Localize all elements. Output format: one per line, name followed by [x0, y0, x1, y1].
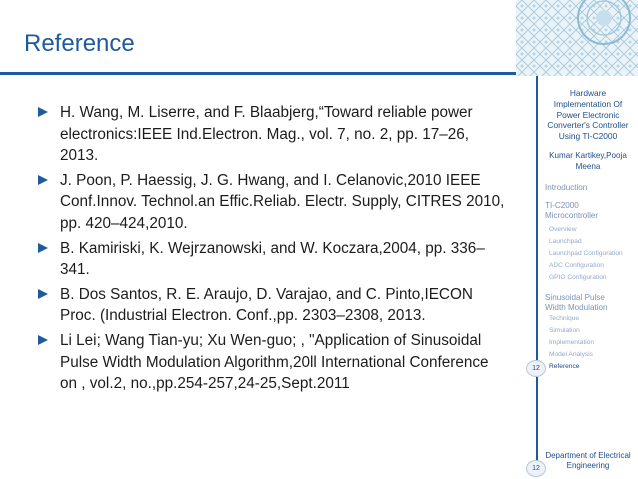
presentation-title-line: Converter's Controller	[547, 120, 629, 131]
nav-spwm-line: Sinusoidal Pulse	[545, 293, 605, 302]
triangle-bullet-icon	[38, 175, 48, 185]
reference-text: J. Poon, P. Haessig, J. G. Hwang, and I. Celanovic,2010 IEEE Conf.Innov. Technol.an Effic.Reliab. Electr. Supply, CITRES 2010, pp. 420–424,2010.	[60, 171, 505, 232]
nav-simulation[interactable]: Simulation	[549, 327, 580, 334]
reference-item	[36, 284, 506, 327]
reference-item	[36, 238, 506, 281]
author-line: Meena	[575, 161, 601, 171]
reference-text: H. Wang, M. Liserre, and F. Blaabjerg,“Toward reliable power electronics:IEEE Ind.Electron. Mag., vol. 7, no. 2, pp. 17–26, 2013.	[60, 104, 473, 165]
current-page-badge: 12	[526, 360, 546, 377]
reference-text: B. Dos Santos, R. E. Araujo, D. Varajao, and C. Pinto,IECON Proc. (Industrial Electron. Conf.,pp. 2303–2308, 2013.	[60, 285, 473, 325]
footer-page-badge: 12	[526, 460, 546, 477]
reference-text: Li Lei; Wang Tian-yu; Xu Wen-guo; , "Application of Sinusoidal Pulse Width Modulation Algorithm,20ll International Conference on , vol.2, no.,pp.254-257,24-25,Sept.2011	[60, 331, 489, 393]
nav-model-analysis[interactable]: Model Analysis	[549, 351, 593, 358]
department-line: Engineering	[566, 461, 610, 470]
institute-emblem-pattern-icon	[516, 0, 638, 76]
reference-text: B. Kamiriski, K. Wejrzanowski, and W. Koczara,2004, pp. 336–341.	[60, 239, 485, 279]
triangle-bullet-icon	[38, 289, 48, 299]
nav-overview[interactable]: Overview	[549, 226, 577, 233]
presentation-title-line: Hardware	[569, 88, 607, 98]
reference-list	[36, 102, 506, 398]
nav-adc-configuration[interactable]: ADC Configuration	[549, 262, 604, 269]
nav-gpio-configuration[interactable]: GPIO Configuration	[549, 274, 607, 281]
title-underline	[0, 72, 516, 75]
presentation-title-line: Using TI-C2000	[558, 131, 618, 142]
presentation-authors	[540, 151, 636, 172]
reference-item	[36, 102, 506, 167]
nav-spwm-line: Width Modulation	[545, 303, 608, 312]
reference-item	[36, 170, 506, 235]
reference-item	[36, 330, 506, 395]
presentation-title-line: Implementation Of	[553, 98, 623, 109]
nav-ti-c2000-line: Microcontroller	[545, 211, 599, 220]
presentation-title	[540, 88, 636, 142]
nav-launchpad-configuration[interactable]: Launchpad Configuration	[549, 250, 623, 257]
nav-ti-c2000[interactable]	[545, 201, 598, 221]
corner-logo	[516, 0, 638, 76]
department-label	[540, 451, 636, 471]
nav-ti-c2000-line: TI-C2000	[545, 201, 579, 210]
nav-implementation[interactable]: Implementation	[549, 339, 595, 346]
department-line: Department of Electrical	[545, 451, 631, 460]
slide-title: Reference	[24, 30, 135, 57]
nav-technique[interactable]: Technique	[549, 315, 580, 322]
nav-sinusoidal-pwm[interactable]	[545, 293, 608, 313]
triangle-bullet-icon	[38, 107, 48, 117]
triangle-bullet-icon	[38, 243, 48, 253]
presentation-title-line: Power Electronic	[556, 109, 620, 120]
nav-introduction[interactable]: Introduction	[545, 183, 588, 192]
nav-launchpad[interactable]: Launchpad	[549, 238, 582, 245]
sidebar-divider	[536, 76, 538, 470]
triangle-bullet-icon	[38, 335, 48, 345]
author-line: Kumar Kartikey,Pooja	[549, 151, 627, 160]
nav-reference[interactable]: Reference	[549, 363, 580, 370]
